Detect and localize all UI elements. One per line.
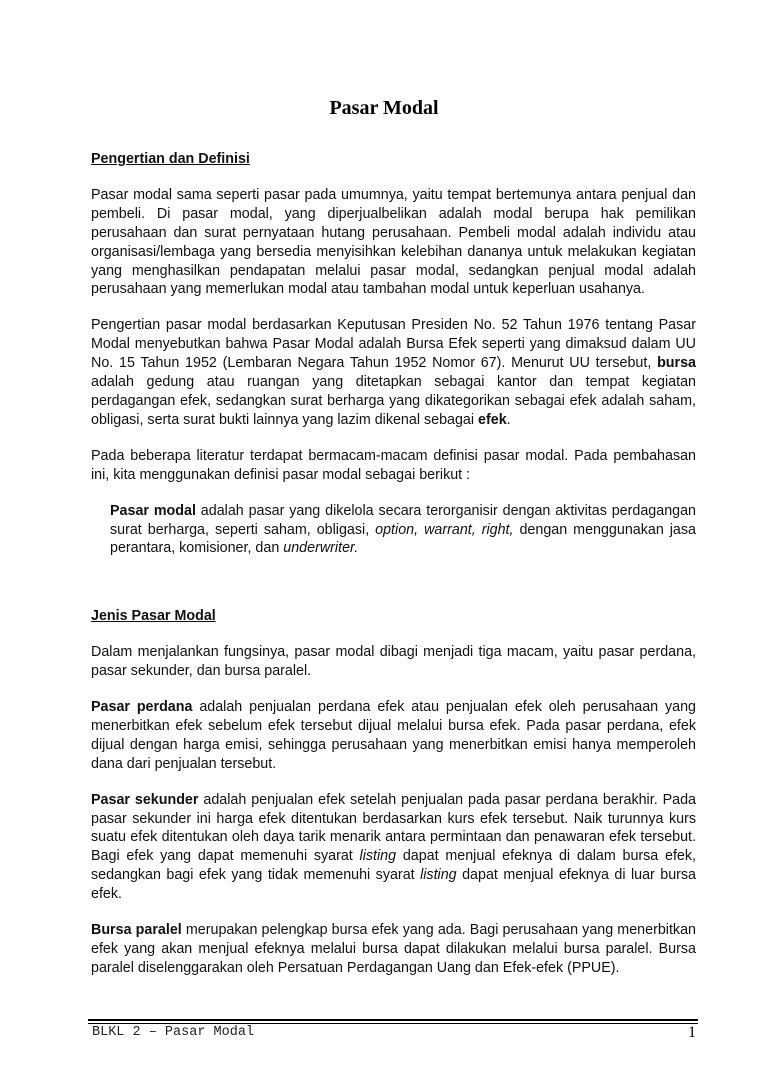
- definition-quote: Pasar modal adalah pasar yang dikelola secara terorganisir dengan aktivitas perdagangan surat berharga, seperti saham, obligasi, option, warrant, right, dengan menggunakan jasa perantara, komisioner, dan underwriter.: [110, 502, 697, 557]
- term-bursa-paralel: Bursa paralel: [91, 922, 182, 939]
- term-pasar-sekunder: Pasar sekunder: [91, 791, 199, 808]
- footer-divider-thin: [88, 1023, 698, 1024]
- paragraph-types-intro: Dalam menjalankan fungsinya, pasar modal dibagi menjadi tiga macam, yaitu pasar perdana, pasar sekunder, dan bursa paralel.: [91, 644, 696, 680]
- term-efek: efek: [478, 411, 507, 428]
- footer-label: BLKL 2 – Pasar Modal: [92, 1025, 255, 1040]
- page-title: Pasar Modal: [329, 97, 439, 119]
- paragraph-pasar-sekunder: Pasar sekunder adalah penjualan efek setelah penjualan pada pasar perdana berakhir. Pada pasar sekunder ini harga efek ditentukan berdasarkan kurs efek tersebut. Naik turunnya kurs suatu efek ditentukan oleh daya tarik menarik antara permintaan dan penawaran efek tersebut. Bagi efek yang dapat memenuhi syarat listing dapat menjual efeknya di dalam bursa efek, sedangkan bagi efek yang tidak memenuhi syarat listing dapat menjual efeknya di luar bursa efek.: [91, 791, 697, 903]
- footer-divider-thick: [88, 1019, 698, 1021]
- paragraph-definition-3: Pada beberapa literatur terdapat bermacam-macam definisi pasar modal. Pada pembahasan ini, kita menggunakan definisi pasar modal sebagai berikut :: [91, 447, 696, 483]
- term-pasar-perdana: Pasar perdana: [91, 699, 193, 716]
- term-bursa: bursa: [657, 355, 696, 372]
- section-heading-definition: Pengertian dan Definisi: [91, 151, 250, 167]
- document-body: [91, 150, 696, 995]
- term-pasar-modal: Pasar modal: [110, 502, 196, 519]
- paragraph-pasar-perdana: Pasar perdana adalah penjualan perdana efek atau penjualan efek oleh perusahaan yang menerbitkan efek sebelum efek tersebut dijual melalui bursa efek. Pada pasar perdana, efek dijual dengan harga emisi, sehingga perusahaan yang menerbitkan emisi hanya memperoleh dana dari penjualan tersebut.: [91, 699, 696, 772]
- page-number: 1: [688, 1024, 696, 1041]
- paragraph-bursa-paralel: Bursa paralel merupakan pelengkap bursa efek yang ada. Bagi perusahaan yang menerbitkan efek yang akan menjual efeknya melalui bursa dapat dilakukan melalui bursa paralel. Bursa paralel diselenggarakan oleh Persatuan Perdagangan Uang dan Efek-efek (PPUE).: [91, 922, 696, 976]
- section-heading-types: Jenis Pasar Modal: [91, 608, 216, 625]
- paragraph-definition-2: Pengertian pasar modal berdasarkan Keputusan Presiden No. 52 Tahun 1976 tentang Pasar Modal menyebutkan bahwa Pasar Modal adalah Bursa Efek seperti yang dimaksud dalam UU No. 15 Tahun 1952 (Lembaran Negara Tahun 1952 Nomor 67). Menurut UU tersebut, bursa adalah gedung atau ruangan yang ditetapkan sebagai kantor dan tempat kegiatan perdagangan efek, sedangkan surat berharga yang dikategorikan sebagai efek adalah saham, obligasi, serta surat bukti lainnya yang lazim dikenal sebagai efek.: [91, 317, 696, 428]
- paragraph-definition-1: Pasar modal sama seperti pasar pada umumnya, yaitu tempat bertemunya antara penjual dan pembeli. Di pasar modal, yang diperjualbelikan adalah modal berupa hak pemilikan perusahaan dan surat pernyataan hutang perusahaan. Pembeli modal adalah individu atau organisasi/lembaga yang bersedia menyisihkan kelebihan dananya untuk melakukan kegiatan yang menghasilkan pendapatan melalui pasar modal, sedangkan penjual modal adalah perusahaan yang memerlukan modal atau tambahan modal untuk keperluan usahanya.: [91, 186, 696, 298]
